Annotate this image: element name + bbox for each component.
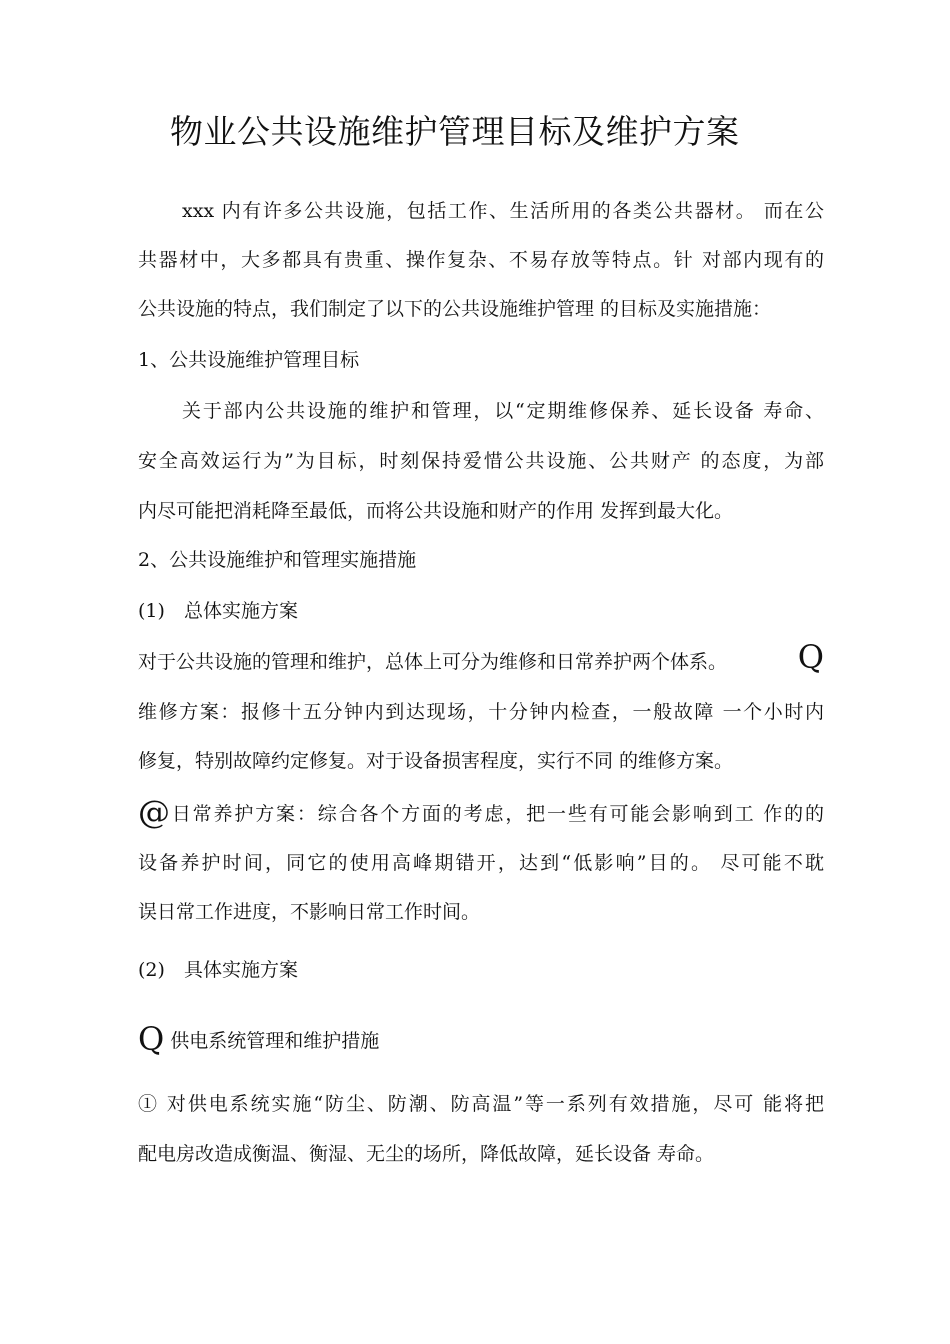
subsection-title: 总体实施方案 [184, 600, 299, 622]
subsection-heading [138, 596, 824, 626]
paragraph-line: 安全高效运行为”为目标，时刻保持爱惜公共设施、公共财产 的态度，为部 [138, 450, 824, 472]
paragraph-line: 内尽可能把消耗降至最低，而将公共设施和财产的作用 发挥到最大化。 [138, 500, 734, 522]
section-heading: 1、公共设施维护管理目标 [138, 349, 360, 371]
paragraph-line: 共器材中，大多都具有贵重、操作复杂、不易存放等特点。针 对部内现有的 [138, 249, 824, 271]
paragraph-line: 关于部内公共设施的维护和管理，以“定期维修保养、延长设备 寿命、 [182, 400, 824, 422]
paragraph-line: xxx 内有许多公共设施，包括工作、生活所用的各类公共器材。 而在公 [182, 200, 824, 222]
paragraph-line [138, 1020, 824, 1058]
paragraph-line: 对于公共设施的管理和维护，总体上可分为维修和日常养护两个体系。 [138, 651, 728, 673]
q-bullet-symbol: Q [138, 1020, 165, 1058]
at-bullet-symbol: @ [138, 793, 170, 831]
section-heading: 2、公共设施维护和管理实施措施 [138, 549, 417, 571]
paragraph-line: 误日常工作进度，不影响日常工作时间。 [138, 901, 481, 923]
paragraph-line: 修复，特别故障约定修复。对于设备损害程度，实行不同 的维修方案。 [138, 750, 734, 772]
paragraph-line [138, 793, 824, 831]
subsection-title: 具体实施方案 [184, 959, 299, 981]
paragraph-line: 公共设施的特点，我们制定了以下的公共设施维护管理 的目标及实施措施： [138, 298, 772, 320]
q-bullet-symbol: Q [797, 638, 824, 676]
paragraph-text: 日常养护方案：综合各个方面的考虑，把一些有可能会影响到工 作的的 [170, 803, 824, 825]
paragraph-line: 配电房改造成衡温、衡湿、无尘的场所，降低故障，延长设备 寿命。 [138, 1143, 715, 1165]
paragraph-line: 维修方案：报修十五分钟内到达现场，十分钟内检查，一般故障 一个小时内 [138, 701, 824, 723]
paragraph-line: ① 对供电系统实施“防尘、防潮、防高温”等一系列有效措施，尽可 能将把 [138, 1093, 824, 1115]
paragraph-line: 设备养护时间，同它的使用高峰期错开，达到“低影响”目的。 尽可能不耽 [138, 852, 824, 874]
paragraph-text: 供电系统管理和维护措施 [170, 1030, 380, 1052]
document-title: 物业公共设施维护管理目标及维护方案 [170, 112, 740, 151]
subsection-number: (2) [138, 959, 165, 981]
subsection-number: (1) [138, 600, 165, 622]
subsection-heading [138, 955, 824, 985]
